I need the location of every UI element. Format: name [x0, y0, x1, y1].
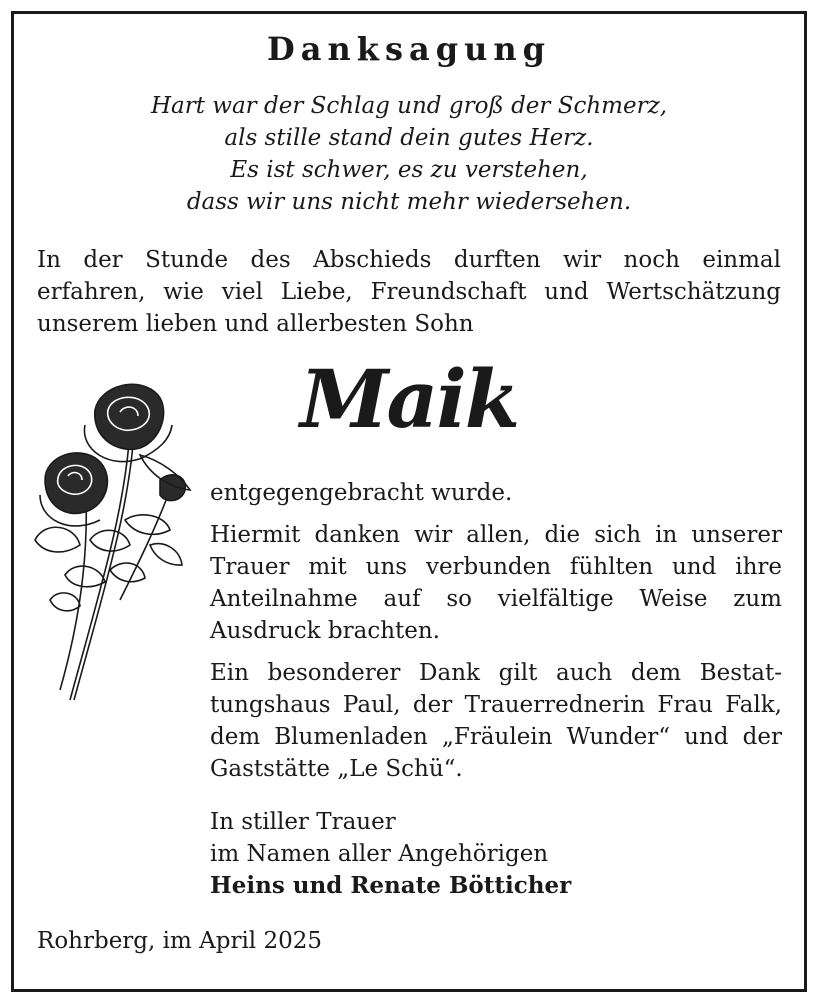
- body-line: Trauer mit uns verbunden fühlten und ihre: [210, 554, 782, 580]
- intro-paragraph: [37, 244, 781, 340]
- poem-line: dass wir uns nicht mehr wiedersehen.: [186, 189, 632, 215]
- intro-line: unserem lieben und allerbesten Sohn: [37, 311, 474, 337]
- paragraph-special-thanks: [210, 657, 782, 785]
- paragraph-thanks: [210, 519, 782, 647]
- body-line: dem Blumenladen „Fräulein Wunder“ und der: [210, 724, 782, 750]
- poem: [0, 90, 818, 218]
- body-line: entgegengebracht wurde.: [210, 480, 513, 506]
- body-line: Hiermit danken wir allen, die sich in unserer: [210, 522, 782, 548]
- body-line: tungshaus Paul, der Trauerrednerin Frau Falk,: [210, 692, 782, 718]
- intro-line: In der Stunde des Abschieds durften wir noch einmal: [37, 247, 781, 273]
- body-line: Ausdruck brachten.: [210, 618, 440, 644]
- notice-title: Danksagung: [267, 30, 551, 68]
- signature-block: [210, 806, 782, 902]
- signature-line: In stiller Trauer: [210, 809, 396, 835]
- signature-names: Heins und Renate Bötticher: [210, 872, 572, 899]
- body-line: Anteilnahme auf so vielfältige Weise zum: [210, 586, 782, 612]
- poem-line: als stille stand dein gutes Herz.: [224, 125, 594, 151]
- intro-line: erfahren, wie viel Liebe, Freundschaft und Wertschätzung: [37, 279, 781, 305]
- poem-line: Es ist schwer, es zu verstehen,: [230, 157, 588, 183]
- body-text: [210, 477, 782, 795]
- body-line: Gaststätte „Le Schü“.: [210, 756, 463, 782]
- rose-icon: [30, 370, 200, 730]
- body-line: Ein besonderer Dank gilt auch dem Bestat-: [210, 660, 782, 686]
- place-date: Rohrberg, im April 2025: [37, 928, 323, 954]
- deceased-name: Maik: [300, 352, 519, 446]
- signature-line: im Namen aller Angehörigen: [210, 841, 549, 867]
- paragraph-intro-end: [210, 477, 782, 509]
- poem-line: Hart war der Schlag und groß der Schmerz,: [150, 93, 668, 119]
